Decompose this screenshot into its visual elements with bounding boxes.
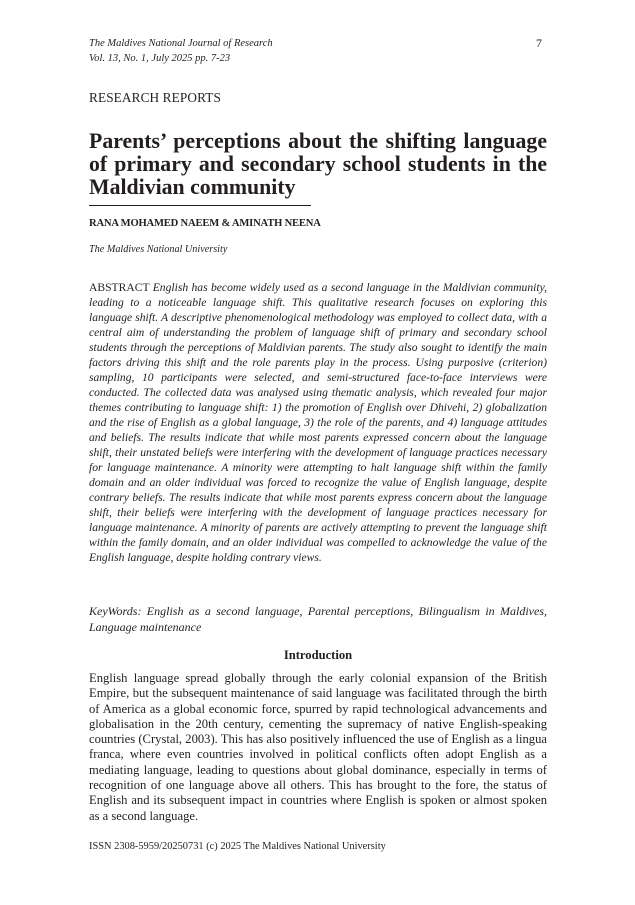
abstract xyxy=(89,280,547,565)
introduction-heading: Introduction xyxy=(283,648,353,662)
abstract-text: English has become widely used as a second language in the Maldivian community, leading to a noticeable language shift. This qualitative research focuses on exploring this language shift. A descriptive phenomenological methodology was employed to collect data, with a central aim of understanding the problem of language shift of primary and secondary school students through the perceptions of Maldivian parents. The study also sought to identify the main factors driving this shift and the role parents play in the process. Using purposive (criterion) sampling, 10 participants were selected, and semi-structured face-to-face interviews were conducted. The collected data was analysed using thematic analysis, which revealed four major themes contributing to language shift: 1) the promotion of English over Dhivehi, 2) globalization and the rise of English as a global language, 3) the role of the parents, and 4) language attitudes and beliefs. The results indicate that while most parents expressed concern about the language shift, their unstated beliefs were interfering with the development of language practices necessary for language maintenance. A minority were attempting to halt language shift within the family domain and an older individual was forced to recognize the value of English language, despite contrary beliefs. The results indicate that while most parents express concern about the language shift, their beliefs were interfering with the development of language practices necessary for language maintenance. A minority of parents are actively attempting to prevent the language shift within the family domain, and an older individual was compelled to acknowledge the value of the English language, despite holding contrary views. xyxy=(89,281,547,564)
author-affiliation: The Maldives National University xyxy=(89,244,228,255)
abstract-label: ABSTRACT xyxy=(89,281,153,294)
introduction-paragraph: English language spread globally through the early colonial expansion of the British Empire, but the subsequent maintenance of said language was facilitated through the birth of America as a global economic force, spurred by rapid technological advancements and globalisation in the 20th century, cementing the supremacy of native English-speaking countries (Crystal, 2003). This has also positively influenced the use of English as a lingua franca, where even countries involved in political conflicts often adopt English as a mediating language, leading to questions about global dominance, especially in terms of recognition of one language above all others. This has brought to the fore, the status of English and its subsequent impact in countries where English is spoken or almost spoken as a second language. xyxy=(89,671,547,823)
article-title: Parents’ perceptions about the shifting language of primary and secondary school students in the Maldivian community xyxy=(89,129,547,199)
section-label: RESEARCH REPORTS xyxy=(89,90,221,105)
issn-footer: ISSN 2308-5959/20250731 (c) 2025 The Maldives National University xyxy=(89,841,386,852)
volume-info: Vol. 13, No. 1, July 2025 pp. 7-23 xyxy=(89,53,231,64)
title-divider xyxy=(89,205,311,206)
page-number: 7 xyxy=(536,36,542,50)
journal-name: The Maldives National Journal of Research xyxy=(89,38,273,49)
article-authors: RANA MOHAMED NAEEM & AMINATH NEENA xyxy=(89,218,321,229)
keywords: KeyWords: English as a second language, Parental perceptions, Bilingualism in Maldives, Language maintenance xyxy=(89,604,547,634)
running-header xyxy=(89,36,273,66)
